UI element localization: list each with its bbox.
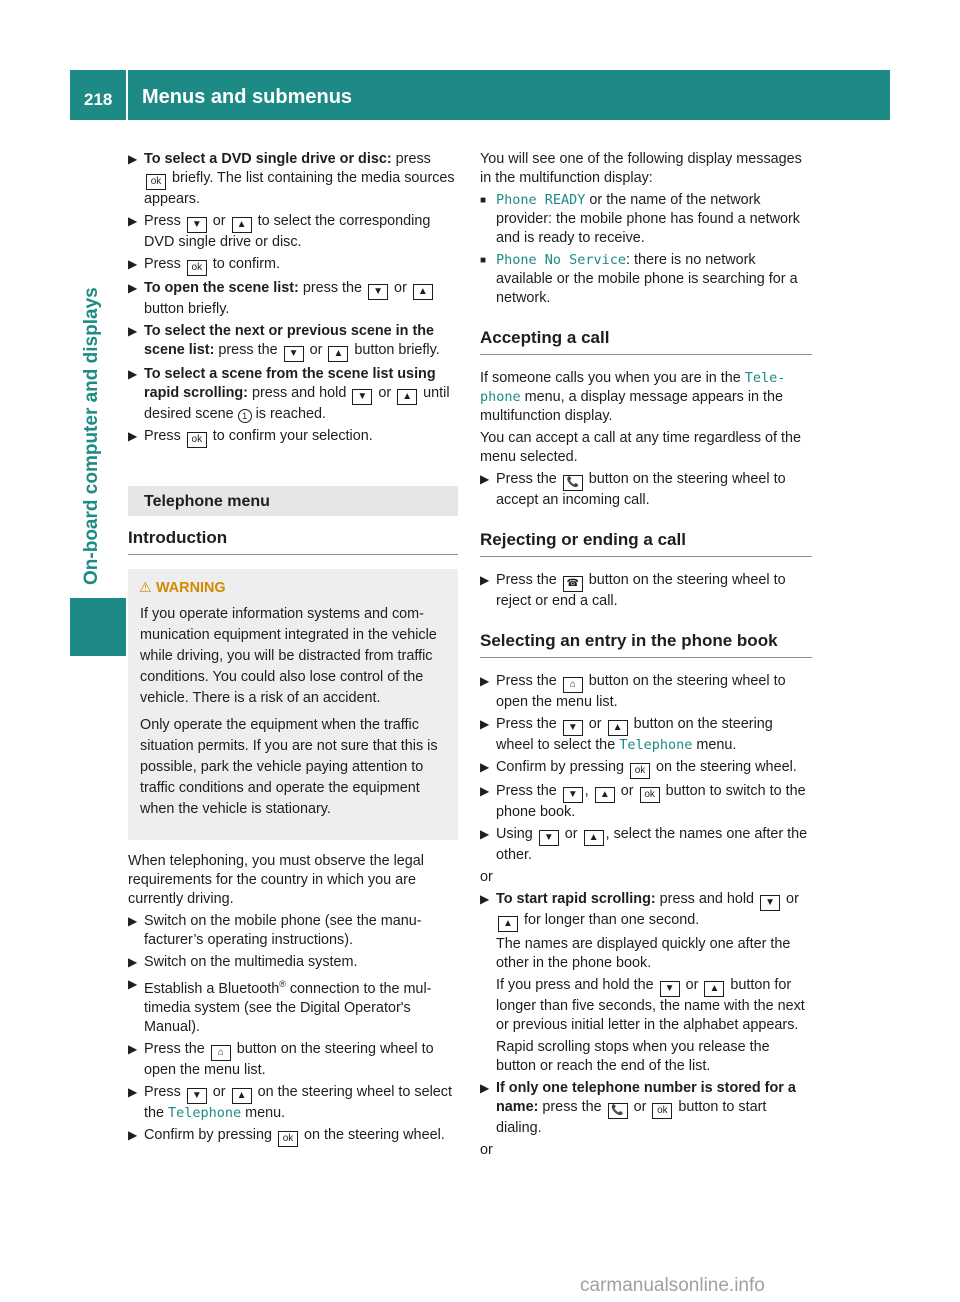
instruction-step: ▶ Switch on the mobile phone (see the manufacturer’s operating instructions).	[128, 913, 422, 948]
warning-text: Only operate the equipment when the traffic situation permits. If you are not sure that this is possible, park the vehicle paying attention to traffic conditions and operate the equipment when the vehicle is stationary.	[140, 717, 438, 817]
up-key-icon: ▲	[328, 346, 348, 362]
legal-paragraph: When telephoning, you must observe the legal requirements for the country in which you are currently driving.	[128, 853, 424, 907]
phone-answer-key-icon: 📞	[563, 475, 583, 491]
arrow-icon: ▶	[480, 892, 490, 906]
arrow-icon: ▶	[480, 1081, 490, 1095]
instruction-step: ▶ To select the next or previous scene in the scene list: press the ▼ or ▲ button briefly.	[128, 322, 458, 362]
up-key-icon: ▲	[413, 284, 433, 300]
instruction-step: ▶ Confirm by pressing ok on the steering wheel.	[128, 1126, 458, 1147]
down-key-icon: ▼	[368, 284, 388, 300]
warning-title: ⚠ WARNING	[139, 579, 226, 596]
arrow-icon: ▶	[480, 472, 490, 486]
rapid-paragraph-3: Rapid scrolling stops when you release the button or reach the end of the list.	[496, 1039, 770, 1074]
instruction-step: ▶ Press the ▼ , ▲ or ok button to switch to the phone book.	[480, 783, 806, 820]
ok-key-icon: ok	[652, 1103, 672, 1119]
intro-heading: Introduction	[128, 528, 458, 555]
side-marker	[70, 598, 126, 656]
bullet-icon: ■	[480, 195, 487, 206]
scene-1-icon: 1	[238, 409, 252, 423]
arrow-icon: ▶	[128, 955, 138, 969]
instruction-step: ▶ Press ▼ or ▲ on the steering wheel to select the Telephone menu.	[128, 1083, 452, 1121]
instruction-step: ▶ Using ▼ or ▲ , select the names one after the other.	[480, 826, 808, 863]
display-message-item: ■ Phone READY or the name of the network provider: the mobile phone has found a network and is ready to receive.	[480, 192, 800, 246]
arrow-icon: ▶	[480, 827, 490, 841]
arrow-icon: ▶	[480, 784, 490, 798]
arrow-icon: ▶	[128, 257, 138, 271]
down-key-icon: ▼	[563, 720, 583, 736]
up-key-icon: ▲	[595, 787, 615, 803]
intro-paragraph: You will see one of the following display messages in the multifunction display:	[480, 151, 802, 186]
arrow-icon: ▶	[128, 214, 138, 228]
arrow-icon: ▶	[128, 1127, 138, 1142]
ok-key-icon: ok	[187, 432, 207, 448]
page-title: Menus and submenus	[142, 86, 353, 108]
warning-text: If you operate information systems and communication equipment integrated in the vehicle while driving, you will be distracted from traffic conditions. You could also lose control of the vehicle. There is a risk of an accident.	[140, 606, 437, 706]
instruction-step: ▶ Press the ☎ button on the steering wheel to reject or end a call.	[480, 572, 786, 609]
down-key-icon: ▼	[760, 895, 780, 911]
instruction-step: ▶ If only one telephone number is stored for a name: press the 📞 or ok button to start dialing.	[480, 1080, 796, 1136]
arrow-icon: ▶	[480, 674, 490, 688]
instruction-step: ▶ To select a scene from the scene list using rapid scrolling: press and hold ▼ or ▲ until desired scene 1 is reached.	[128, 366, 450, 422]
rapid-paragraph: The names are displayed quickly one after the other in the phone book.	[496, 936, 791, 971]
instruction-step: ▶ Confirm by pressing ok on the steering wheel.	[480, 758, 812, 779]
bullet-icon: ■	[480, 255, 487, 266]
reject-heading: Rejecting or ending a call	[480, 530, 812, 557]
instruction-step: ▶ Press the 📞 button on the steering wheel to accept an incoming call.	[480, 471, 786, 508]
instruction-step: ▶ Press the ▼ or ▲ button on the steering wheel to select the Telephone menu.	[480, 716, 773, 753]
arrow-icon: ▶	[128, 1041, 138, 1056]
ok-key-icon: ok	[630, 763, 650, 779]
accept-paragraph-2: You can accept a call at any time regardless of the menu selected.	[480, 430, 802, 465]
up-key-icon: ▲	[397, 389, 417, 405]
up-key-icon: ▲	[584, 830, 604, 846]
accept-paragraph: If someone calls you when you are in the Telephone menu, a display message appears in the multifunction display.	[480, 370, 786, 424]
arrow-icon: ▶	[128, 429, 138, 443]
ok-key-icon: ok	[278, 1131, 298, 1147]
instruction-step: ▶ Press ok to confirm your selection.	[128, 427, 458, 448]
instruction-step: ▶ Switch on the multimedia system.	[128, 954, 358, 970]
instruction-step: ▶ To start rapid scrolling: press and hold ▼ or ▲ for longer than one second.	[480, 890, 812, 932]
section-title: Telephone menu	[128, 486, 458, 516]
instruction-step: ▶ To open the scene list: press the ▼ or ▲ button briefly.	[128, 279, 458, 319]
instruction-step: ▶ Press ▼ or ▲ to select the corresponding DVD single drive or disc.	[128, 213, 431, 250]
phone-answer-key-icon: 📞	[608, 1103, 628, 1119]
side-section-label: On-board computer and displays	[81, 287, 102, 585]
watermark: carmanualsonline.info	[580, 1275, 765, 1296]
arrow-icon: ▶	[128, 367, 138, 381]
up-key-icon: ▲	[704, 981, 724, 997]
down-key-icon: ▼	[284, 346, 304, 362]
home-key-icon: ⌂	[563, 677, 583, 693]
instruction-step: ▶ Press ok to confirm.	[128, 255, 458, 276]
arrow-icon: ▶	[480, 760, 490, 774]
up-key-icon: ▲	[498, 916, 518, 932]
down-key-icon: ▼	[563, 787, 583, 803]
right-column	[480, 150, 812, 1163]
arrow-icon: ▶	[128, 324, 138, 338]
arrow-icon: ▶	[480, 717, 490, 731]
home-key-icon: ⌂	[211, 1045, 231, 1061]
instruction-step: ▶ Press the ⌂ button on the steering wheel to open the menu list.	[128, 1040, 434, 1078]
ok-key-icon: ok	[146, 174, 166, 190]
phone-end-key-icon: ☎	[563, 576, 583, 592]
warning-icon: ⚠	[139, 579, 152, 595]
instruction-step: ▶ Press the ⌂ button on the steering wheel to open the menu list.	[480, 673, 786, 710]
left-column	[128, 150, 458, 1150]
down-key-icon: ▼	[539, 830, 559, 846]
or-separator: or	[480, 1142, 493, 1158]
arrow-icon: ▶	[128, 152, 138, 166]
up-key-icon: ▲	[232, 1088, 252, 1104]
header-divider	[126, 70, 128, 120]
up-key-icon: ▲	[608, 720, 628, 736]
down-key-icon: ▼	[352, 389, 372, 405]
arrow-icon: ▶	[128, 1084, 138, 1099]
accept-heading: Accepting a call	[480, 328, 812, 355]
or-separator: or	[480, 869, 493, 885]
display-message-item: ■ Phone No Service: there is no network available or the mobile phone is searching for a network.	[480, 252, 798, 306]
up-key-icon: ▲	[232, 217, 252, 233]
rapid-paragraph-2: If you press and hold the ▼ or ▲ button for longer than five seconds, the name with the next or previous initial letter in the alphabet appears.	[496, 977, 805, 1033]
down-key-icon: ▼	[660, 981, 680, 997]
instruction-step: ▶ Establish a Bluetooth® connection to the multimedia system (see the Digital Operator's Manual).	[128, 977, 432, 1035]
arrow-icon: ▶	[128, 977, 138, 991]
arrow-icon: ▶	[128, 281, 138, 295]
arrow-icon: ▶	[480, 573, 490, 587]
warning-box	[128, 569, 458, 840]
arrow-icon: ▶	[128, 914, 138, 928]
down-key-icon: ▼	[187, 1088, 207, 1104]
down-key-icon: ▼	[187, 217, 207, 233]
ok-key-icon: ok	[640, 787, 660, 803]
instruction-step: ▶ To select a DVD single drive or disc: press ok briefly. The list containing the media sources appears.	[128, 151, 455, 207]
page-number: 218	[84, 90, 113, 109]
select-heading: Selecting an entry in the phone book	[480, 631, 812, 658]
ok-key-icon: ok	[187, 260, 207, 276]
